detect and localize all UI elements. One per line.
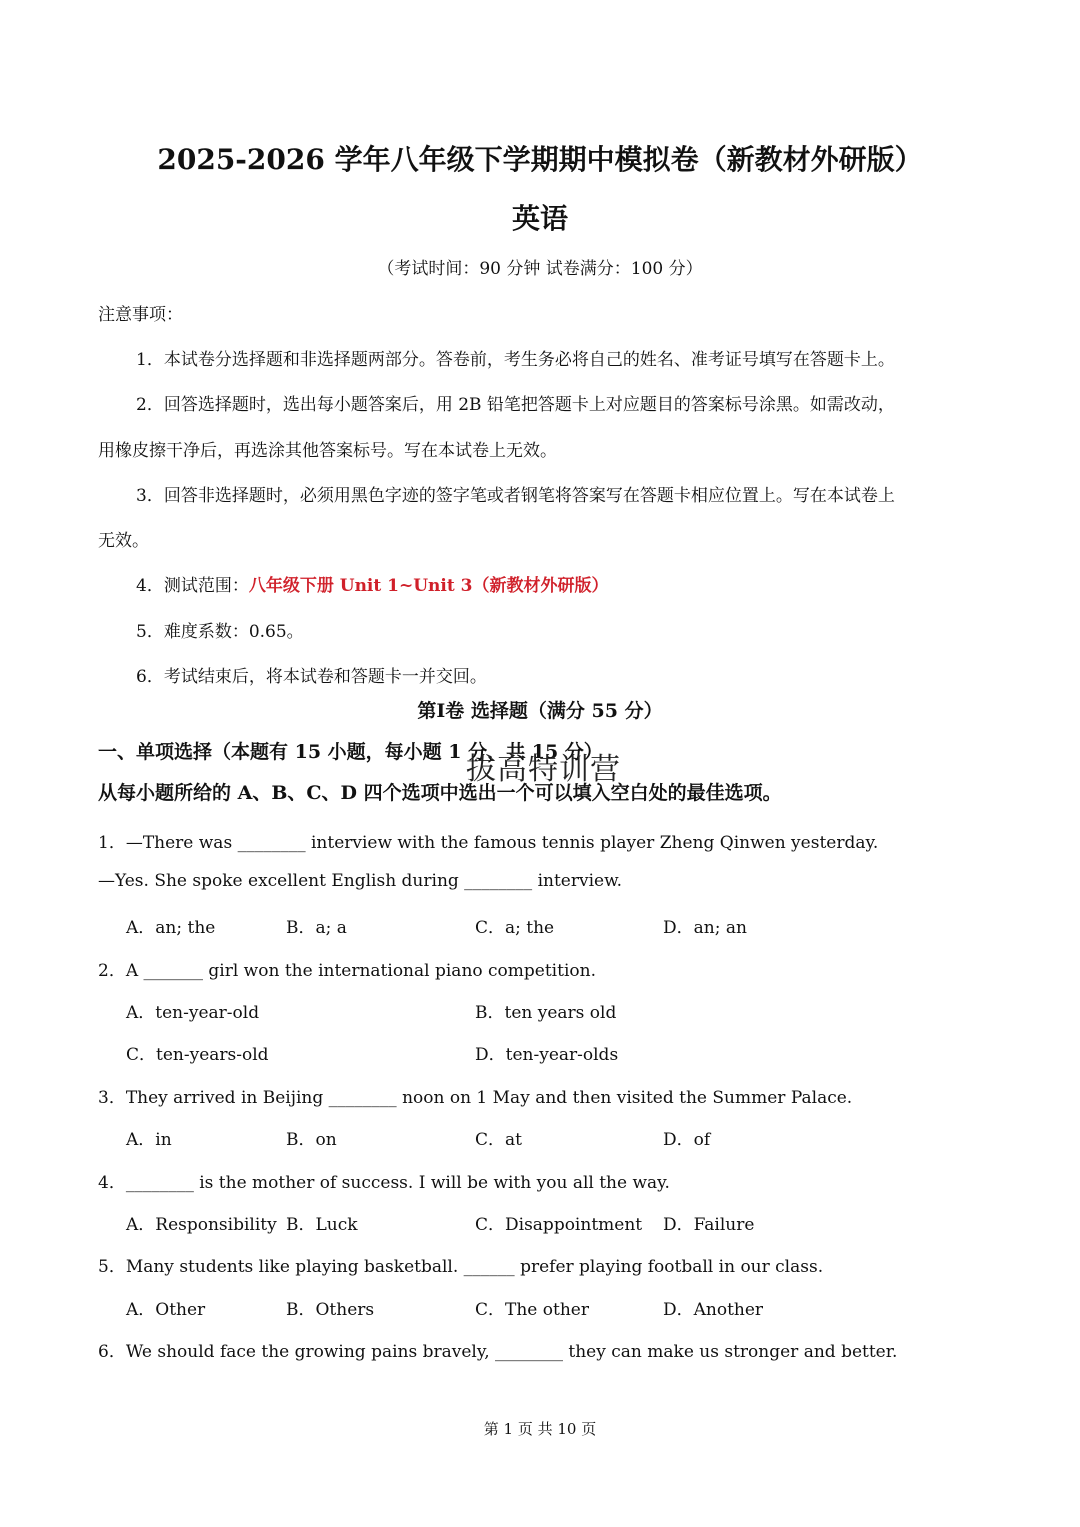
notes-heading: 注意事项： bbox=[98, 305, 183, 325]
note-item-3-line1: 3．回答非选择题时，必须用黑色字迹的签字笔或者钢笔将答案写在答题卡相应位置上。写在本试卷上 bbox=[136, 486, 895, 506]
note-item-6: 6．考试结束后，将本试卷和答题卡一并交回。 bbox=[136, 667, 487, 687]
q1-option-b: B．a; a bbox=[286, 918, 347, 938]
note-item-3-line2: 无效。 bbox=[98, 531, 149, 551]
question-5: 5．Many students like playing basketball. ______ prefer playing football in our class. bbox=[98, 1257, 824, 1277]
q3-option-b: B．on bbox=[286, 1130, 337, 1150]
q4-option-c: C．Disappointment bbox=[475, 1215, 643, 1235]
q5-option-b: B．Others bbox=[286, 1300, 375, 1320]
q2-option-b: B．ten years old bbox=[475, 1003, 617, 1023]
q3-option-c: C．at bbox=[475, 1130, 522, 1150]
test-range: 八年级下册 Unit 1~Unit 3（新教材外研版） bbox=[248, 576, 609, 596]
q4-option-a: A．Responsibility bbox=[126, 1215, 277, 1235]
note-item-2-line1: 2．回答选择题时，选出每小题答案后，用 2B 铅笔把答题卡上对应题目的答案标号涂黑。如需改动， bbox=[136, 395, 895, 415]
exam-meta: （考试时间：90 分钟 试卷满分：100 分） bbox=[377, 259, 703, 279]
question-1-line2: —Yes. She spoke excellent English during ________ interview. bbox=[98, 871, 623, 891]
note-item-5: 5．难度系数：0.65。 bbox=[136, 622, 304, 642]
subject-title: 英语 bbox=[511, 202, 568, 235]
q3-option-a: A．in bbox=[126, 1130, 172, 1150]
note-item-4-label: 4．测试范围： bbox=[136, 576, 249, 596]
note-item-1: 1．本试卷分选择题和非选择题两部分。答卷前，考生务必将自己的姓名、准考证号填写在答题卡上。 bbox=[136, 350, 895, 370]
question-2: 2．A _______ girl won the international piano competition. bbox=[98, 961, 596, 981]
note-item-4 bbox=[136, 571, 608, 596]
watermark-text: 拔高特训营 bbox=[466, 752, 621, 787]
section-title: 第Ⅰ卷 选择题（满分 55 分） bbox=[417, 700, 663, 722]
q1-option-c: C．a; the bbox=[475, 918, 555, 938]
q2-option-a: A．ten-year-old bbox=[126, 1003, 260, 1023]
q4-option-b: B．Luck bbox=[286, 1215, 358, 1235]
q1-option-a: A．an; the bbox=[126, 918, 216, 938]
q5-option-c: C．The other bbox=[475, 1300, 589, 1320]
q3-option-d: D．of bbox=[663, 1130, 711, 1150]
note-item-2-line2: 用橡皮擦干净后，再选涂其他答案标号。写在本试卷上无效。 bbox=[98, 441, 557, 461]
part-one-heading: 一、单项选择（本题有 15 小题，每小题 1 分，共 15 分） bbox=[98, 741, 603, 763]
q5-option-d: D．Another bbox=[663, 1300, 764, 1320]
q1-option-d: D．an; an bbox=[663, 918, 747, 938]
page-footer: 第 1 页 共 10 页 bbox=[483, 1420, 597, 1438]
q5-option-a: A．Other bbox=[126, 1300, 206, 1320]
question-3: 3．They arrived in Beijing ________ noon on 1 May and then visited the Summer Palace. bbox=[98, 1088, 853, 1108]
q2-option-c: C．ten-years-old bbox=[126, 1045, 269, 1065]
q4-option-d: D．Failure bbox=[663, 1215, 755, 1235]
question-6: 6．We should face the growing pains bravely, ________ they can make us stronger and better. bbox=[98, 1342, 898, 1362]
q2-option-d: D．ten-year-olds bbox=[475, 1045, 619, 1065]
part-one-instruction: 从每小题所给的 A、B、C、D 四个选项中选出一个可以填入空白处的最佳选项。 bbox=[98, 782, 782, 804]
exam-title: 2025-2026 学年八年级下学期期中模拟卷（新教材外研版） bbox=[157, 143, 923, 176]
question-1-line1: 1．—There was ________ interview with the famous tennis player Zheng Qinwen yesterday. bbox=[98, 833, 879, 853]
question-4: 4．________ is the mother of success. I will be with you all the way. bbox=[98, 1173, 670, 1193]
